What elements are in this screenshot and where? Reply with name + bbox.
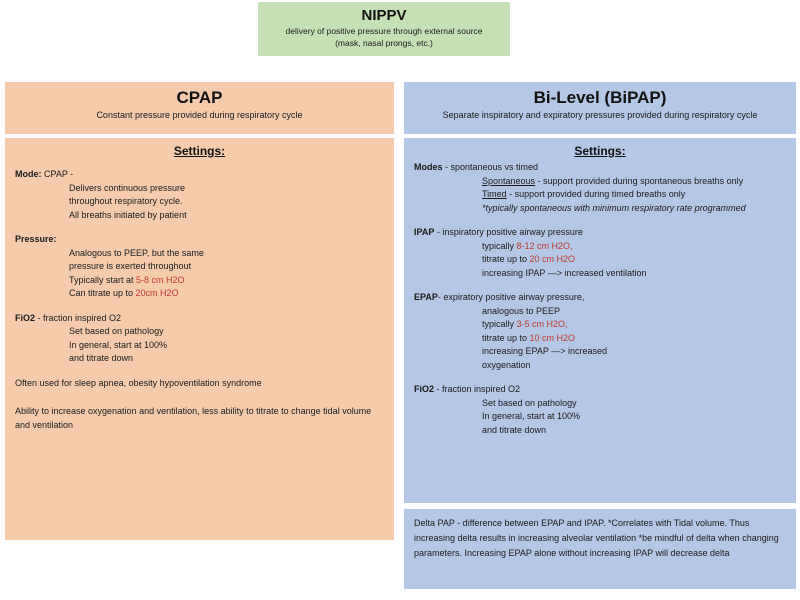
cpap-fio2-line <box>15 312 384 326</box>
bipap-epap-titrate-value: 10 cm H2O <box>529 332 576 343</box>
bipap-modes-value: - spontaneous vs timed <box>442 162 539 172</box>
bipap-subtitle: Separate inspiratory and expiratory pressures provided during respiratory cycle <box>442 110 758 120</box>
cpap-fio2-label: FiO2 <box>15 312 36 323</box>
bipap-modes-group <box>414 161 786 215</box>
bipap-spontaneous-label: Spontaneous <box>482 175 536 186</box>
cpap-pressure-titrate-value: 20cm H2O <box>135 288 179 298</box>
bipap-fio2-label: FiO2 <box>414 384 435 394</box>
bipap-fio2-detail-3: and titrate down <box>482 424 547 435</box>
nippv-banner <box>258 2 510 56</box>
bipap-epap-line <box>414 291 786 305</box>
cpap-subtitle: Constant pressure provided during respiratory cycle <box>96 110 303 120</box>
nippv-subtitle-line1: delivery of positive pressure through external source <box>285 26 483 36</box>
cpap-mode-detail-3: All breaths initiated by patient <box>69 209 187 220</box>
bipap-modes-label: Modes <box>414 162 443 172</box>
bipap-fio2-group <box>414 383 786 437</box>
bipap-epap-detail-3 <box>414 332 786 346</box>
cpap-indication-note: Often used for sleep apnea, obesity hypoventilation syndrome <box>15 377 262 388</box>
cpap-pressure-start-text: Typically start at <box>69 274 137 285</box>
bipap-epap-detail-2 <box>414 318 786 332</box>
bipap-epap-detail-5: oxygenation <box>482 359 531 370</box>
bipap-epap-typical-value: 3-5 cm H2O, <box>516 319 568 329</box>
bipap-epap-titrate-text: titrate up to <box>482 332 530 343</box>
cpap-pressure-start-value: 5-8 cm H2O <box>136 274 185 285</box>
cpap-pressure-detail-3 <box>15 274 384 288</box>
bipap-fio2-value: - fraction inspired O2 <box>434 384 521 394</box>
bipap-timed-text: - support provided during timed breaths only <box>506 189 686 199</box>
bipap-timed-line <box>414 188 786 202</box>
bipap-modes-note: *typically spontaneous with minimum respiratory rate programmed <box>482 202 746 213</box>
cpap-pressure-detail-4 <box>15 287 384 301</box>
bipap-ipap-detail-3: increasing IPAP —> increased ventilation <box>482 267 647 278</box>
cpap-pressure-detail-1: Analogous to PEEP, but the same <box>69 247 204 258</box>
bipap-header <box>404 82 796 134</box>
bipap-settings-heading: Settings: <box>574 144 626 158</box>
nippv-title: NIPPV <box>361 7 407 24</box>
bipap-ipap-typical-value: 8-12 cm H2O, <box>516 240 573 251</box>
bipap-epap-value: - expiratory positive airway pressure, <box>437 292 585 302</box>
bipap-ipap-titrate-value: 20 cm H2O <box>529 254 576 264</box>
cpap-fio2-detail-3: and titrate down <box>69 353 134 363</box>
cpap-title: CPAP <box>176 88 223 107</box>
bipap-modes-line <box>414 161 786 175</box>
bipap-spontaneous-line <box>414 175 786 189</box>
bipap-epap-group <box>414 291 786 372</box>
cpap-capability-note: Ability to increase oxygenation and ventilation, less ability to titrate to change tidal volume and ventilation <box>15 406 372 430</box>
bipap-ipap-group <box>414 226 786 280</box>
bipap-ipap-detail-1 <box>414 240 786 254</box>
bipap-settings-panel <box>404 138 796 503</box>
bipap-epap-detail-4: increasing EPAP —> increased <box>482 346 607 356</box>
cpap-settings-panel <box>5 138 394 540</box>
cpap-fio2-detail-1: Set based on pathology <box>69 326 164 336</box>
bipap-ipap-line <box>414 226 786 240</box>
cpap-pressure-group <box>15 233 384 301</box>
cpap-fio2-value: - fraction inspired O2 <box>35 312 122 323</box>
cpap-fio2-group <box>15 312 384 366</box>
bipap-fio2-line <box>414 383 786 397</box>
cpap-mode-line <box>15 168 384 182</box>
cpap-fio2-detail-2: In general, start at 100% <box>69 339 168 350</box>
bipap-epap-detail-1: analogous to PEEP <box>482 305 561 316</box>
bipap-fio2-detail-1: Set based on pathology <box>482 397 577 408</box>
nippv-subtitle-line2: (mask, nasal prongs, etc.) <box>335 38 433 48</box>
cpap-mode-group <box>15 168 384 222</box>
bipap-timed-label: Timed <box>482 189 507 199</box>
bipap-fio2-detail-2: In general, start at 100% <box>482 411 581 421</box>
delta-pap-panel <box>404 509 796 589</box>
bipap-ipap-titrate-text: titrate up to <box>482 254 530 264</box>
cpap-mode-detail-1: Delivers continuous pressure <box>69 182 186 193</box>
cpap-pressure-label: Pressure: <box>15 234 57 244</box>
delta-pap-text: Delta PAP - difference between EPAP and IPAP. *Correlates with Tidal volume. Thus increasing delta results in increasing alveolar ventilation *be mindful of delta when changing parameters. Increasing EPAP alone without increasing IPAP will decrease delta <box>414 518 779 558</box>
cpap-mode-value: CPAP - <box>41 169 74 179</box>
cpap-pressure-detail-2: pressure is exerted throughout <box>69 261 192 271</box>
bipap-ipap-typical-text: typically <box>482 240 517 251</box>
cpap-settings-heading: Settings: <box>173 144 226 158</box>
bipap-epap-label: EPAP <box>414 292 438 302</box>
bipap-spontaneous-text: - support provided during spontaneous breaths only <box>535 175 744 186</box>
bipap-ipap-detail-2 <box>414 253 786 267</box>
bipap-title: Bi-Level (BiPAP) <box>533 88 667 107</box>
cpap-mode-detail-2: throughout respiratory cycle. <box>69 196 183 206</box>
cpap-mode-label: Mode: <box>15 169 42 179</box>
bipap-epap-typical-text: typically <box>482 319 517 329</box>
cpap-pressure-titrate-text: Can titrate up to <box>69 288 136 298</box>
bipap-ipap-value: - inspiratory positive airway pressure <box>434 227 583 237</box>
bipap-ipap-label: IPAP <box>414 227 435 237</box>
cpap-header <box>5 82 394 134</box>
